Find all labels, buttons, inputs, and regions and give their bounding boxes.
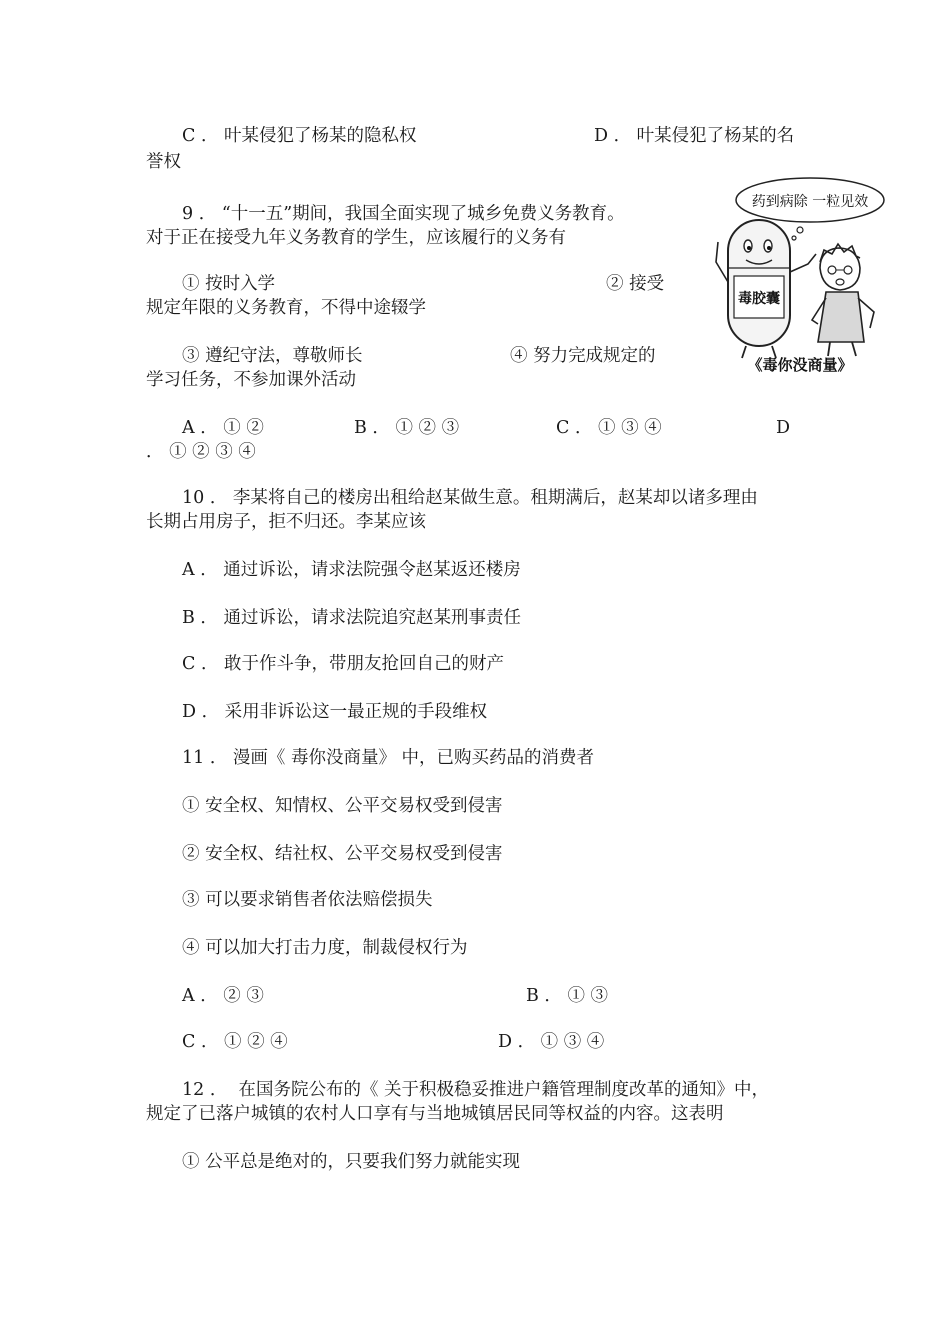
q8-option-c: C ． 叶某侵犯了杨某的隐私权 xyxy=(182,126,417,146)
q9-statement-3: ③ 遵纪守法，尊敬师长 xyxy=(182,346,363,366)
q9-statement-4-cont: 学习任务，不参加课外活动 xyxy=(146,370,356,390)
q11-statement-4: ④ 可以加大打击力度，制裁侵权行为 xyxy=(182,938,468,958)
cartoon-caption: 《毒你没商量》 xyxy=(747,356,853,374)
q9-statement-2: ② 接受 xyxy=(606,274,665,294)
q10-option-a: A ． 通过诉讼，请求法院强令赵某返还楼房 xyxy=(182,560,521,580)
q9-statement-2-cont: 规定年限的义务教育，不得中途辍学 xyxy=(146,298,426,318)
q11-statement-1: ① 安全权、知情权、公平交易权受到侵害 xyxy=(182,796,503,816)
q9-option-c: C ． ① ③ ④ xyxy=(556,418,662,438)
q11-option-c: C ． ① ② ④ xyxy=(182,1032,288,1052)
q11-option-a: A ． ② ③ xyxy=(182,986,264,1006)
q11-option-b: B ． ① ③ xyxy=(526,986,609,1006)
q8-option-d-cont: 誉权 xyxy=(146,152,181,172)
q10-stem-cont: 长期占用房子，拒不归还。李某应该 xyxy=(146,512,426,532)
q9-option-d: D xyxy=(776,418,791,438)
q11-statement-2: ② 安全权、结社权、公平交易权受到侵害 xyxy=(182,844,503,864)
q11-statement-3: ③ 可以要求销售者依法赔偿损失 xyxy=(182,890,433,910)
q9-option-b: B ． ① ② ③ xyxy=(354,418,460,438)
q9-statement-4: ④ 努力完成规定的 xyxy=(510,346,656,366)
pill-label: 毒胶囊 xyxy=(738,291,780,307)
q10-option-d: D ． 采用非诉讼这一最正规的手段维权 xyxy=(182,702,488,722)
q8-option-d: D ． 叶某侵犯了杨某的名 xyxy=(594,126,795,146)
q10-option-c: C ． 敢于作斗争，带朋友抢回自己的财产 xyxy=(182,654,505,674)
q10-stem: 10 ． 李某将自己的楼房出租给赵某做生意。租期满后，赵某却以诸多理由 xyxy=(182,488,758,508)
q10-option-b: B ． 通过诉讼，请求法院追究赵某刑事责任 xyxy=(182,608,521,628)
q9-stem-cont: 对于正在接受九年义务教育的学生，应该履行的义务有 xyxy=(146,228,566,248)
q11-option-d: D ． ① ③ ④ xyxy=(498,1032,605,1052)
q9-option-a: A ． ① ② xyxy=(182,418,264,438)
q9-stem: 9 ． “十一五”期间，我国全面实现了城乡免费义务教育。 xyxy=(182,204,625,224)
q9-option-d-cont: ． ① ② ③ ④ xyxy=(146,442,256,462)
q11-stem: 11 ． 漫画《 毒你没商量》 中，已购买药品的消费者 xyxy=(182,748,595,768)
q12-statement-1: ① 公平总是绝对的，只要我们努力就能实现 xyxy=(182,1152,521,1172)
q9-statement-1: ① 按时入学 xyxy=(182,274,276,294)
q12-stem-cont: 规定了已落户城镇的农村人口享有与当地城镇居民同等权益的内容。这表明 xyxy=(146,1104,724,1124)
cartoon-illustration xyxy=(712,172,888,374)
q12-stem: 12 ． 在国务院公布的《 关于积极稳妥推进户籍管理制度改革的通知》中， xyxy=(182,1080,770,1100)
speech-text: 药到病除 一粒见效 xyxy=(751,194,869,210)
